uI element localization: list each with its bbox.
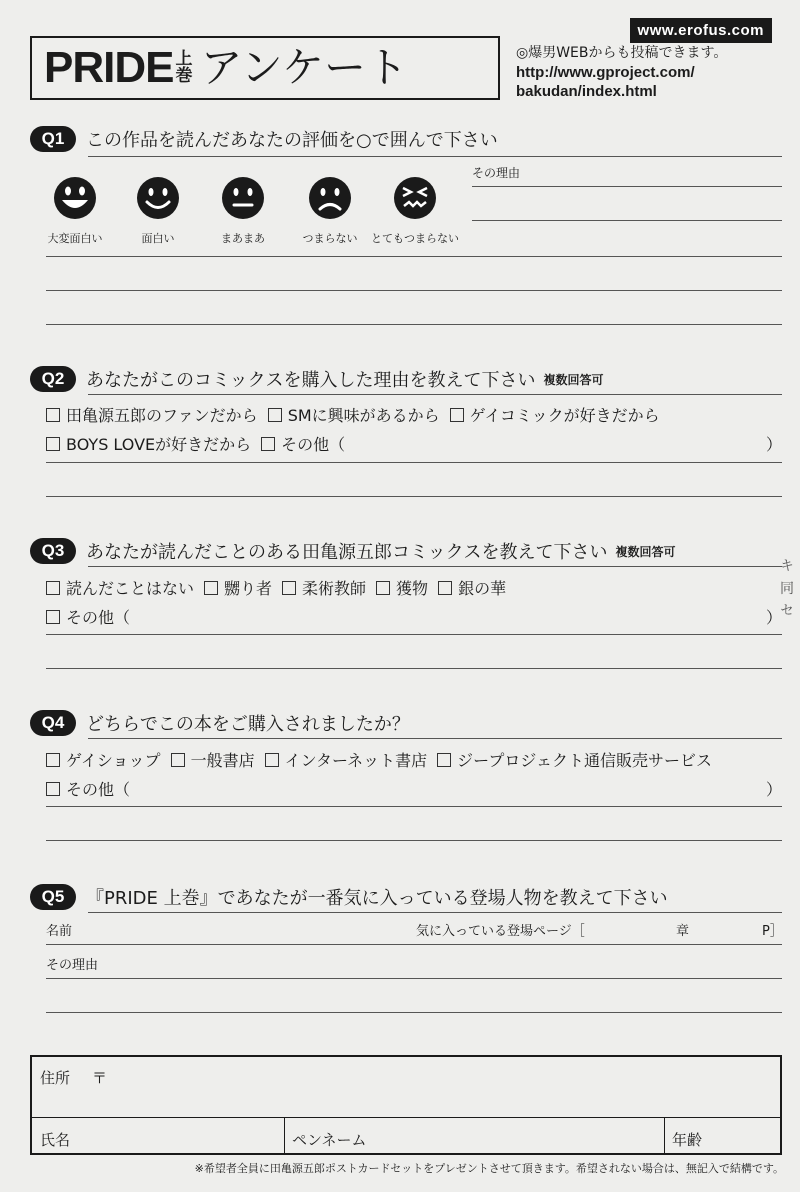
watermark: www.erofus.com <box>630 18 772 43</box>
cell-divider <box>284 1117 285 1153</box>
q3-option[interactable]: 読んだことはない <box>46 576 194 599</box>
q3-underline <box>88 566 782 567</box>
q5-chapter-label: 章 <box>676 924 690 939</box>
checkbox[interactable] <box>268 408 282 422</box>
q2-paren-close: ） <box>765 435 782 454</box>
q2-option[interactable]: ゲイコミックが好きだから <box>450 403 660 426</box>
neutral-face-icon <box>221 176 265 220</box>
q2-option[interactable]: 田亀源五郎のファンだから <box>46 403 258 426</box>
checkbox[interactable] <box>46 581 60 595</box>
q4-heading <box>30 710 410 736</box>
face-happy[interactable] <box>113 176 203 246</box>
q3-options-row-1 <box>46 576 516 599</box>
q3-paren-close: ） <box>765 608 782 627</box>
checkbox[interactable] <box>376 581 390 595</box>
q2-answer-line[interactable] <box>46 496 782 497</box>
web-line: ◎爆男WEBからも投稿できます。 <box>516 45 728 61</box>
happy-face-icon <box>136 176 180 220</box>
q2-options-row-2 <box>46 432 355 455</box>
q4-option[interactable]: ゲイショップ <box>46 748 161 771</box>
q4-option[interactable]: ジープロジェクト通信販売サービス <box>437 748 712 771</box>
q2-option[interactable]: BOYS LOVEが好きだから <box>46 432 251 455</box>
q2-answer-line[interactable] <box>46 462 782 463</box>
q5-underline <box>88 912 782 913</box>
face-label: まあまあ <box>221 232 265 245</box>
q2-option[interactable]: SMに興味があるから <box>268 403 440 426</box>
q4-option[interactable]: 一般書店 <box>171 748 255 771</box>
q4-option[interactable]: インターネット書店 <box>265 748 428 771</box>
title-pride: PRIDE <box>44 43 174 92</box>
face-neutral[interactable] <box>198 176 288 246</box>
q2-option-other[interactable]: その他（ <box>261 432 345 455</box>
checkbox[interactable] <box>282 581 296 595</box>
q4-text: どちらでこの本をご購入されましたか？ <box>86 714 410 735</box>
q5-badge: Q5 <box>30 884 76 910</box>
q5-name-line[interactable] <box>46 944 782 945</box>
address-divider <box>32 1117 780 1118</box>
checkbox[interactable] <box>171 753 185 767</box>
q2-note: 複数回答可 <box>543 372 604 387</box>
q5-page-end: P］ <box>762 924 783 939</box>
sad-face-icon <box>308 176 352 220</box>
q5-text: 『PRIDE 上巻』であなたが一番気に入っている登場人物を教えて下さい <box>86 888 668 909</box>
q1-badge: Q1 <box>30 126 76 152</box>
footnote: ※希望者全員に田亀源五郎ポストカードセットをプレゼントさせて頂きます。希望されない場合は、無記入で結構です。 <box>194 1162 784 1175</box>
q3-option[interactable]: 嬲り者 <box>204 576 272 599</box>
q5-reason-line[interactable] <box>46 1012 782 1013</box>
cell-divider <box>664 1117 665 1153</box>
q4-paren-close: ） <box>765 780 782 799</box>
q3-options-row-2 <box>46 605 140 628</box>
edge-text: キ 同 セ <box>778 558 794 619</box>
face-label: つまらない <box>302 232 358 245</box>
q1-text: この作品を読んだあなたの評価を○で囲んで下さい <box>86 130 498 151</box>
checkbox[interactable] <box>450 408 464 422</box>
q3-badge: Q3 <box>30 538 76 564</box>
q4-answer-line[interactable] <box>46 840 782 841</box>
q4-option-other[interactable]: その他（ <box>46 777 130 800</box>
q1-heading <box>30 126 498 152</box>
q2-underline <box>88 394 782 395</box>
face-very-happy[interactable] <box>30 176 120 246</box>
q5-page-label: 気に入っている登場ページ［ <box>416 924 585 939</box>
q2-options-row-1 <box>46 403 670 426</box>
address-label: 住所 <box>40 1069 71 1087</box>
url-line-1[interactable]: http://www.gproject.com/ <box>516 64 695 81</box>
face-label: 大変面白い <box>47 232 103 245</box>
face-label: 面白い <box>141 232 175 245</box>
q2-badge: Q2 <box>30 366 76 392</box>
q1-answer-line[interactable] <box>46 290 782 291</box>
postal-mark: 〒 <box>92 1069 108 1087</box>
address-form <box>30 1055 782 1155</box>
title-survey: アンケート <box>200 43 408 92</box>
face-sad[interactable] <box>285 176 375 246</box>
q1-reason-line[interactable] <box>472 220 782 221</box>
q4-options-row-1 <box>46 748 712 771</box>
checkbox[interactable] <box>46 610 60 624</box>
q5-name-label: 名前 <box>46 924 73 939</box>
q3-note: 複数回答可 <box>615 544 676 559</box>
q2-heading <box>30 366 603 392</box>
q1-answer-line[interactable] <box>46 256 782 257</box>
q5-heading <box>30 884 668 910</box>
age-label: 年齢 <box>672 1131 703 1149</box>
checkbox[interactable] <box>46 753 60 767</box>
face-very-sad[interactable] <box>370 176 460 246</box>
q1-reason-line[interactable] <box>472 186 782 187</box>
name-label: 氏名 <box>40 1131 71 1149</box>
checkbox[interactable] <box>437 753 451 767</box>
q2-text: あなたがこのコミックスを購入した理由を教えて下さい <box>86 370 536 391</box>
q1-reason-label: その理由 <box>472 166 521 180</box>
very-happy-face-icon <box>53 176 97 220</box>
checkbox[interactable] <box>204 581 218 595</box>
q3-option[interactable]: 銀の華 <box>438 576 506 599</box>
penname-label: ペンネーム <box>292 1131 367 1149</box>
address-field[interactable] <box>32 1057 780 1117</box>
face-label: とてもつまらない <box>371 232 459 245</box>
q1-underline <box>88 156 782 157</box>
web-info <box>516 44 786 101</box>
very-sad-face-icon <box>393 176 437 220</box>
q4-badge: Q4 <box>30 710 76 736</box>
q3-option[interactable]: 柔術教師 <box>282 576 366 599</box>
checkbox[interactable] <box>261 437 275 451</box>
checkbox[interactable] <box>438 581 452 595</box>
title-volume: 上 巻 <box>175 49 193 86</box>
checkbox[interactable] <box>46 782 60 796</box>
q3-answer-line[interactable] <box>46 634 782 635</box>
url-line-2[interactable]: bakudan/index.html <box>516 83 657 100</box>
q3-heading <box>30 538 675 564</box>
q4-options-row-2 <box>46 777 140 800</box>
q3-answer-line[interactable] <box>46 668 782 669</box>
title-box <box>30 36 500 100</box>
q3-text: あなたが読んだことのある田亀源五郎コミックスを教えて下さい <box>86 542 608 563</box>
checkbox[interactable] <box>46 437 60 451</box>
q4-answer-line[interactable] <box>46 806 782 807</box>
checkbox[interactable] <box>265 753 279 767</box>
q5-reason-line[interactable] <box>46 978 782 979</box>
q3-option[interactable]: 獲物 <box>376 576 428 599</box>
q1-answer-line[interactable] <box>46 324 782 325</box>
q3-option-other[interactable]: その他（ <box>46 605 130 628</box>
q5-reason-label: その理由 <box>46 958 99 973</box>
checkbox[interactable] <box>46 408 60 422</box>
q4-underline <box>88 738 782 739</box>
